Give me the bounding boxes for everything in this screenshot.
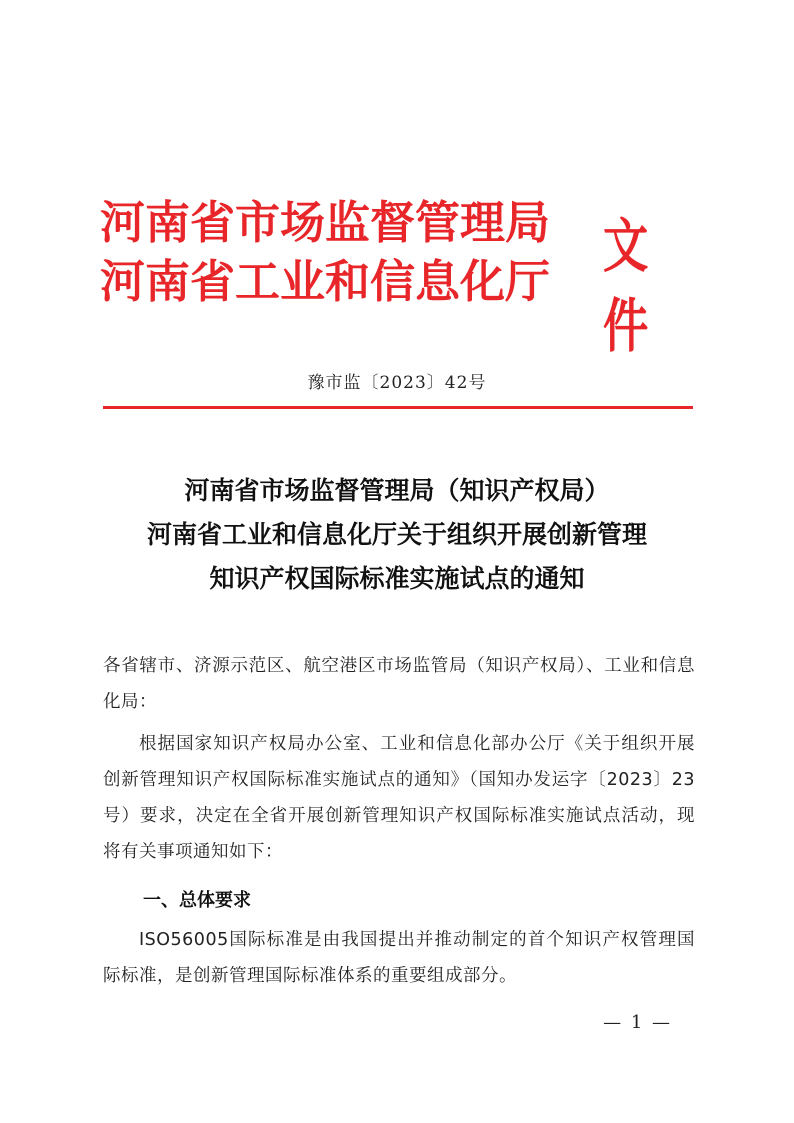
salutation: 各省辖市、济源示范区、航空港区市场监管局（知识产权局）、工业和信息化局：	[103, 656, 695, 712]
document-header	[100, 196, 700, 360]
body-paragraph-2: ISO56005国际标准是由我国提出并推动制定的首个知识产权管理国际标准，是创新管理国际标准体系的重要组成部分。	[103, 930, 695, 986]
notice-title-line-2: 河南省工业和信息化厅关于组织开展创新管理	[146, 520, 647, 549]
body-paragraph-1: 根据国家知识产权局办公室、工业和信息化部办公厅《关于组织开展创新管理知识产权国际标准实施试点的通知》（国知办发运字〔2023〕23号）要求，决定在全省开展创新管理知识产权国际标准实施试点活动，现将有关事项通知如下：	[103, 734, 695, 862]
notice-title-line-1: 河南省市场监督管理局（知识产权局）	[184, 476, 610, 505]
section-heading-general-requirements: 一、总体要求	[143, 890, 251, 911]
document-type-label: 文件	[603, 212, 649, 360]
document-number: 豫市监〔2023〕42号	[307, 373, 487, 393]
page-number: — 1 —	[603, 1012, 672, 1033]
issuing-agency-1: 河南省市场监督管理局	[100, 196, 551, 249]
red-separator-line	[103, 406, 693, 409]
notice-title-line-3: 知识产权国际标准实施试点的通知	[209, 564, 585, 593]
issuing-agency-2: 河南省工业和信息化厅	[100, 255, 551, 308]
